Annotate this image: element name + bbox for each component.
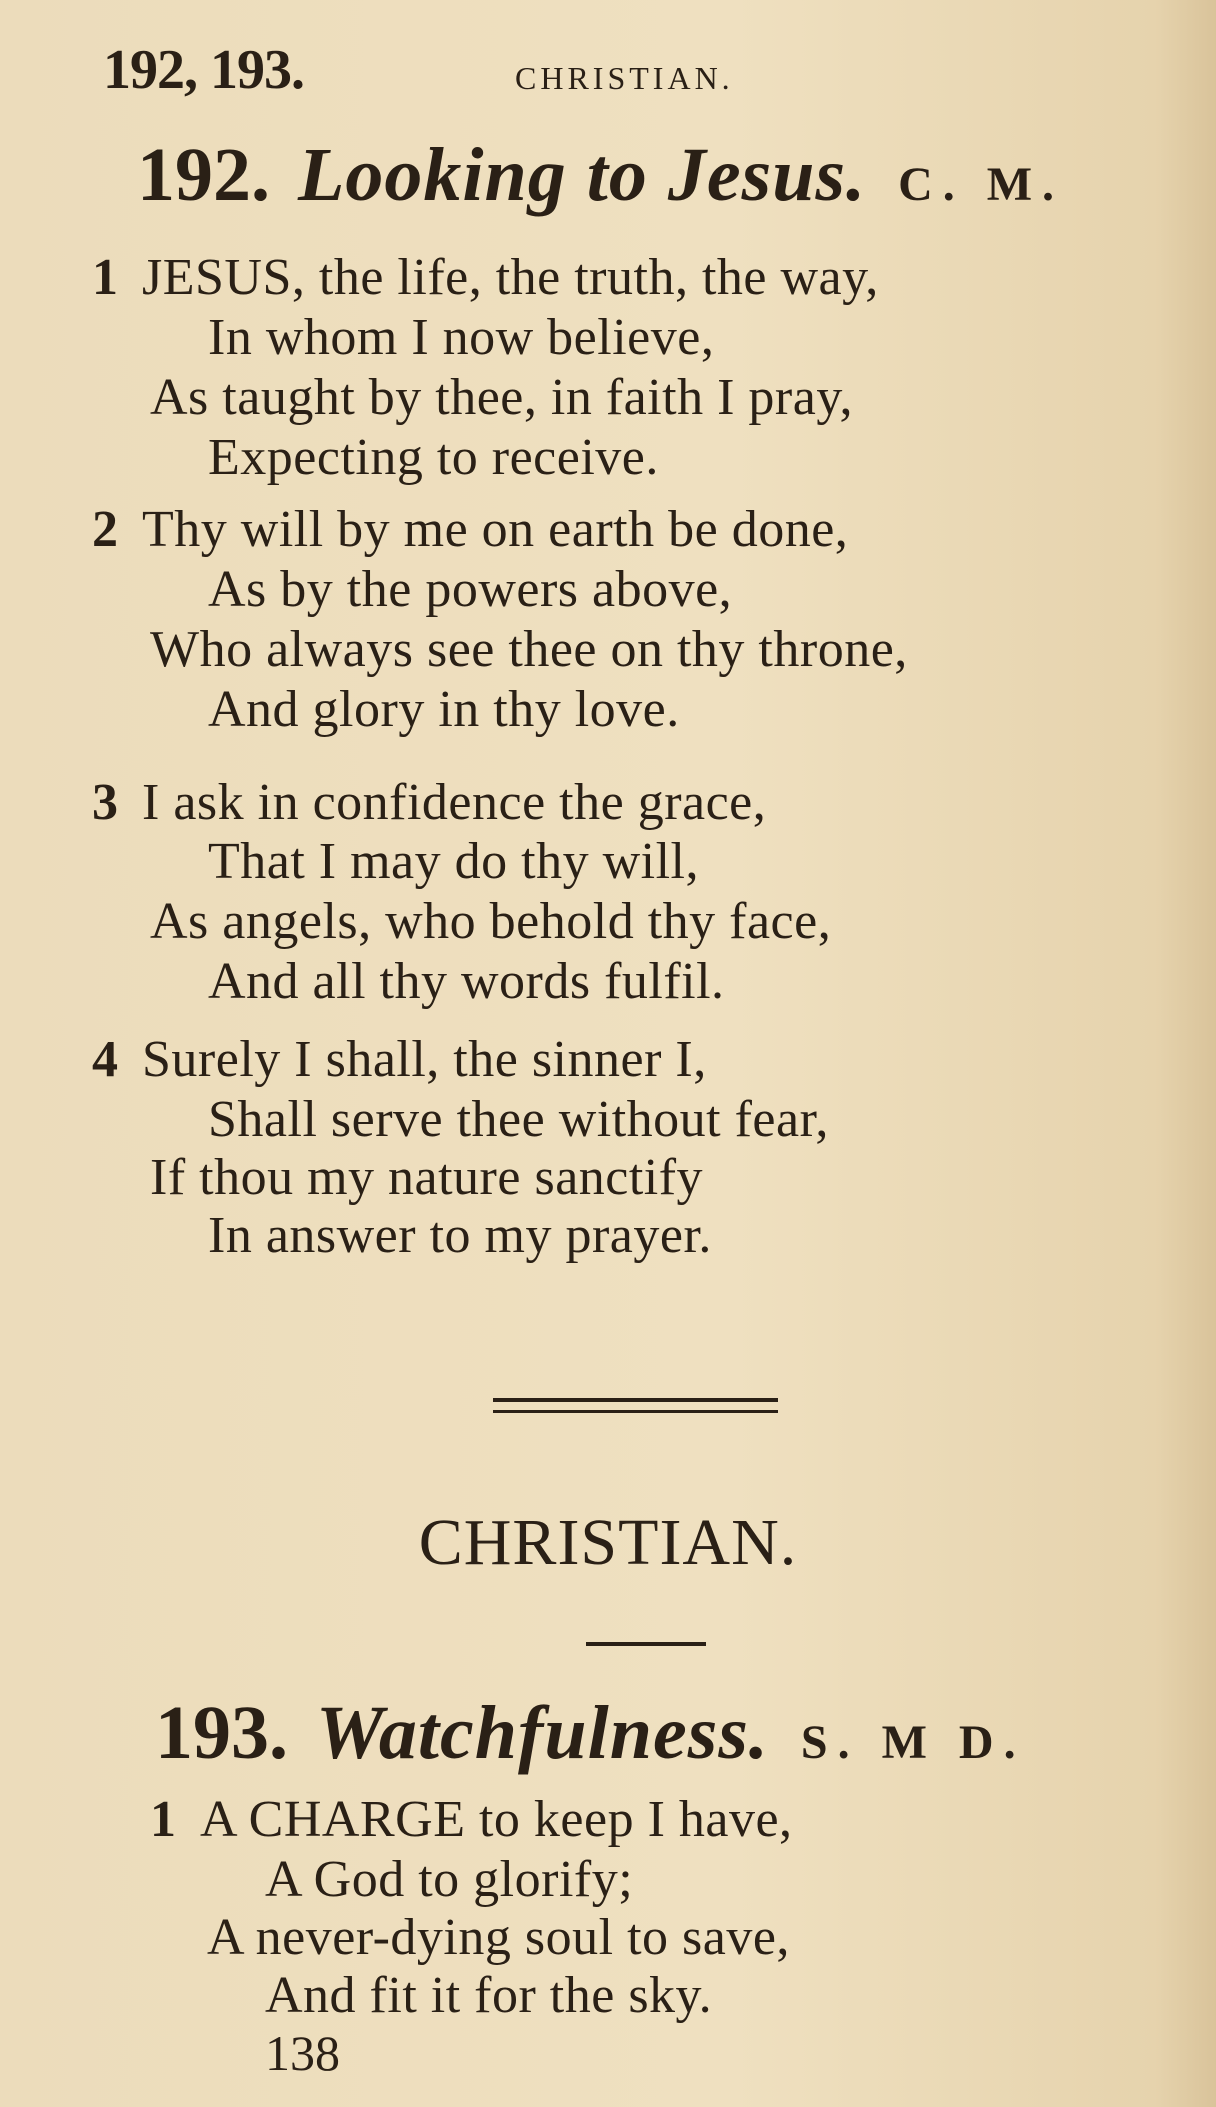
verse-line: I ask in confidence the grace, xyxy=(142,774,767,831)
hymn-number: 192. xyxy=(137,133,270,217)
stanza-4-line-4: In answer to my prayer. xyxy=(208,1207,712,1264)
hymn-meter: S. M D. xyxy=(800,1716,1026,1769)
running-head-hymn-numbers: 192, 193. xyxy=(103,39,304,101)
hymn-number: 193. xyxy=(155,1691,288,1775)
stanza-4-line-1 xyxy=(92,1030,707,1089)
divider-rule-double xyxy=(493,1398,778,1413)
divider-rule xyxy=(586,1642,706,1646)
hymn-193-heading xyxy=(155,1690,1026,1777)
verse-line: JESUS, the life, the truth, the way, xyxy=(142,249,879,306)
stanza-2-line-1 xyxy=(92,500,848,559)
hymn-meter: C. M. xyxy=(898,158,1065,211)
verse-number: 1 xyxy=(92,249,119,306)
stanza-3-line-3: As angels, who behold thy face, xyxy=(150,893,832,950)
verse-line: Thy will by me on earth be done, xyxy=(142,501,849,558)
stanza-2-line-3: Who always see thee on thy throne, xyxy=(150,621,908,678)
stanza-2-line-2: As by the powers above, xyxy=(208,561,733,618)
stanza-4-line-3: If thou my nature sanctify xyxy=(150,1149,704,1206)
hymn-193-stanza-1-line-3: A never-dying soul to save, xyxy=(207,1909,790,1966)
hymn-193-stanza-1-line-2: A God to glorify; xyxy=(265,1851,634,1908)
stanza-2-line-4: And glory in thy love. xyxy=(208,681,680,738)
stanza-1-line-1 xyxy=(92,248,879,307)
stanza-3-line-1 xyxy=(92,773,766,832)
stanza-4-line-2: Shall serve thee without fear, xyxy=(208,1091,829,1148)
verse-line: Surely I shall, the sinner I, xyxy=(142,1031,707,1088)
hymn-title: Looking to Jesus. xyxy=(298,133,867,217)
section-title: CHRISTIAN. xyxy=(418,1506,798,1579)
running-head-section: CHRISTIAN. xyxy=(515,60,734,96)
hymn-193-stanza-1-line-1 xyxy=(150,1790,793,1849)
hymn-192-heading xyxy=(137,132,1064,219)
stanza-3-line-4: And all thy words fulfil. xyxy=(208,953,725,1010)
hymn-title: Watchfulness. xyxy=(316,1691,769,1775)
stanza-1-line-2: In whom I now believe, xyxy=(208,309,715,366)
verse-number: 3 xyxy=(92,774,119,831)
page-number: 138 xyxy=(265,2025,340,2081)
stanza-1-line-4: Expecting to receive. xyxy=(208,429,659,486)
verse-number: 4 xyxy=(92,1031,119,1088)
verse-number: 1 xyxy=(150,1791,177,1848)
hymn-193-stanza-1-line-4: And fit it for the sky. xyxy=(265,1967,713,2024)
verse-number: 2 xyxy=(92,501,119,558)
stanza-1-line-3: As taught by thee, in faith I pray, xyxy=(150,369,853,426)
verse-line: A CHARGE to keep I have, xyxy=(200,1791,793,1848)
stanza-3-line-2: That I may do thy will, xyxy=(208,833,699,890)
